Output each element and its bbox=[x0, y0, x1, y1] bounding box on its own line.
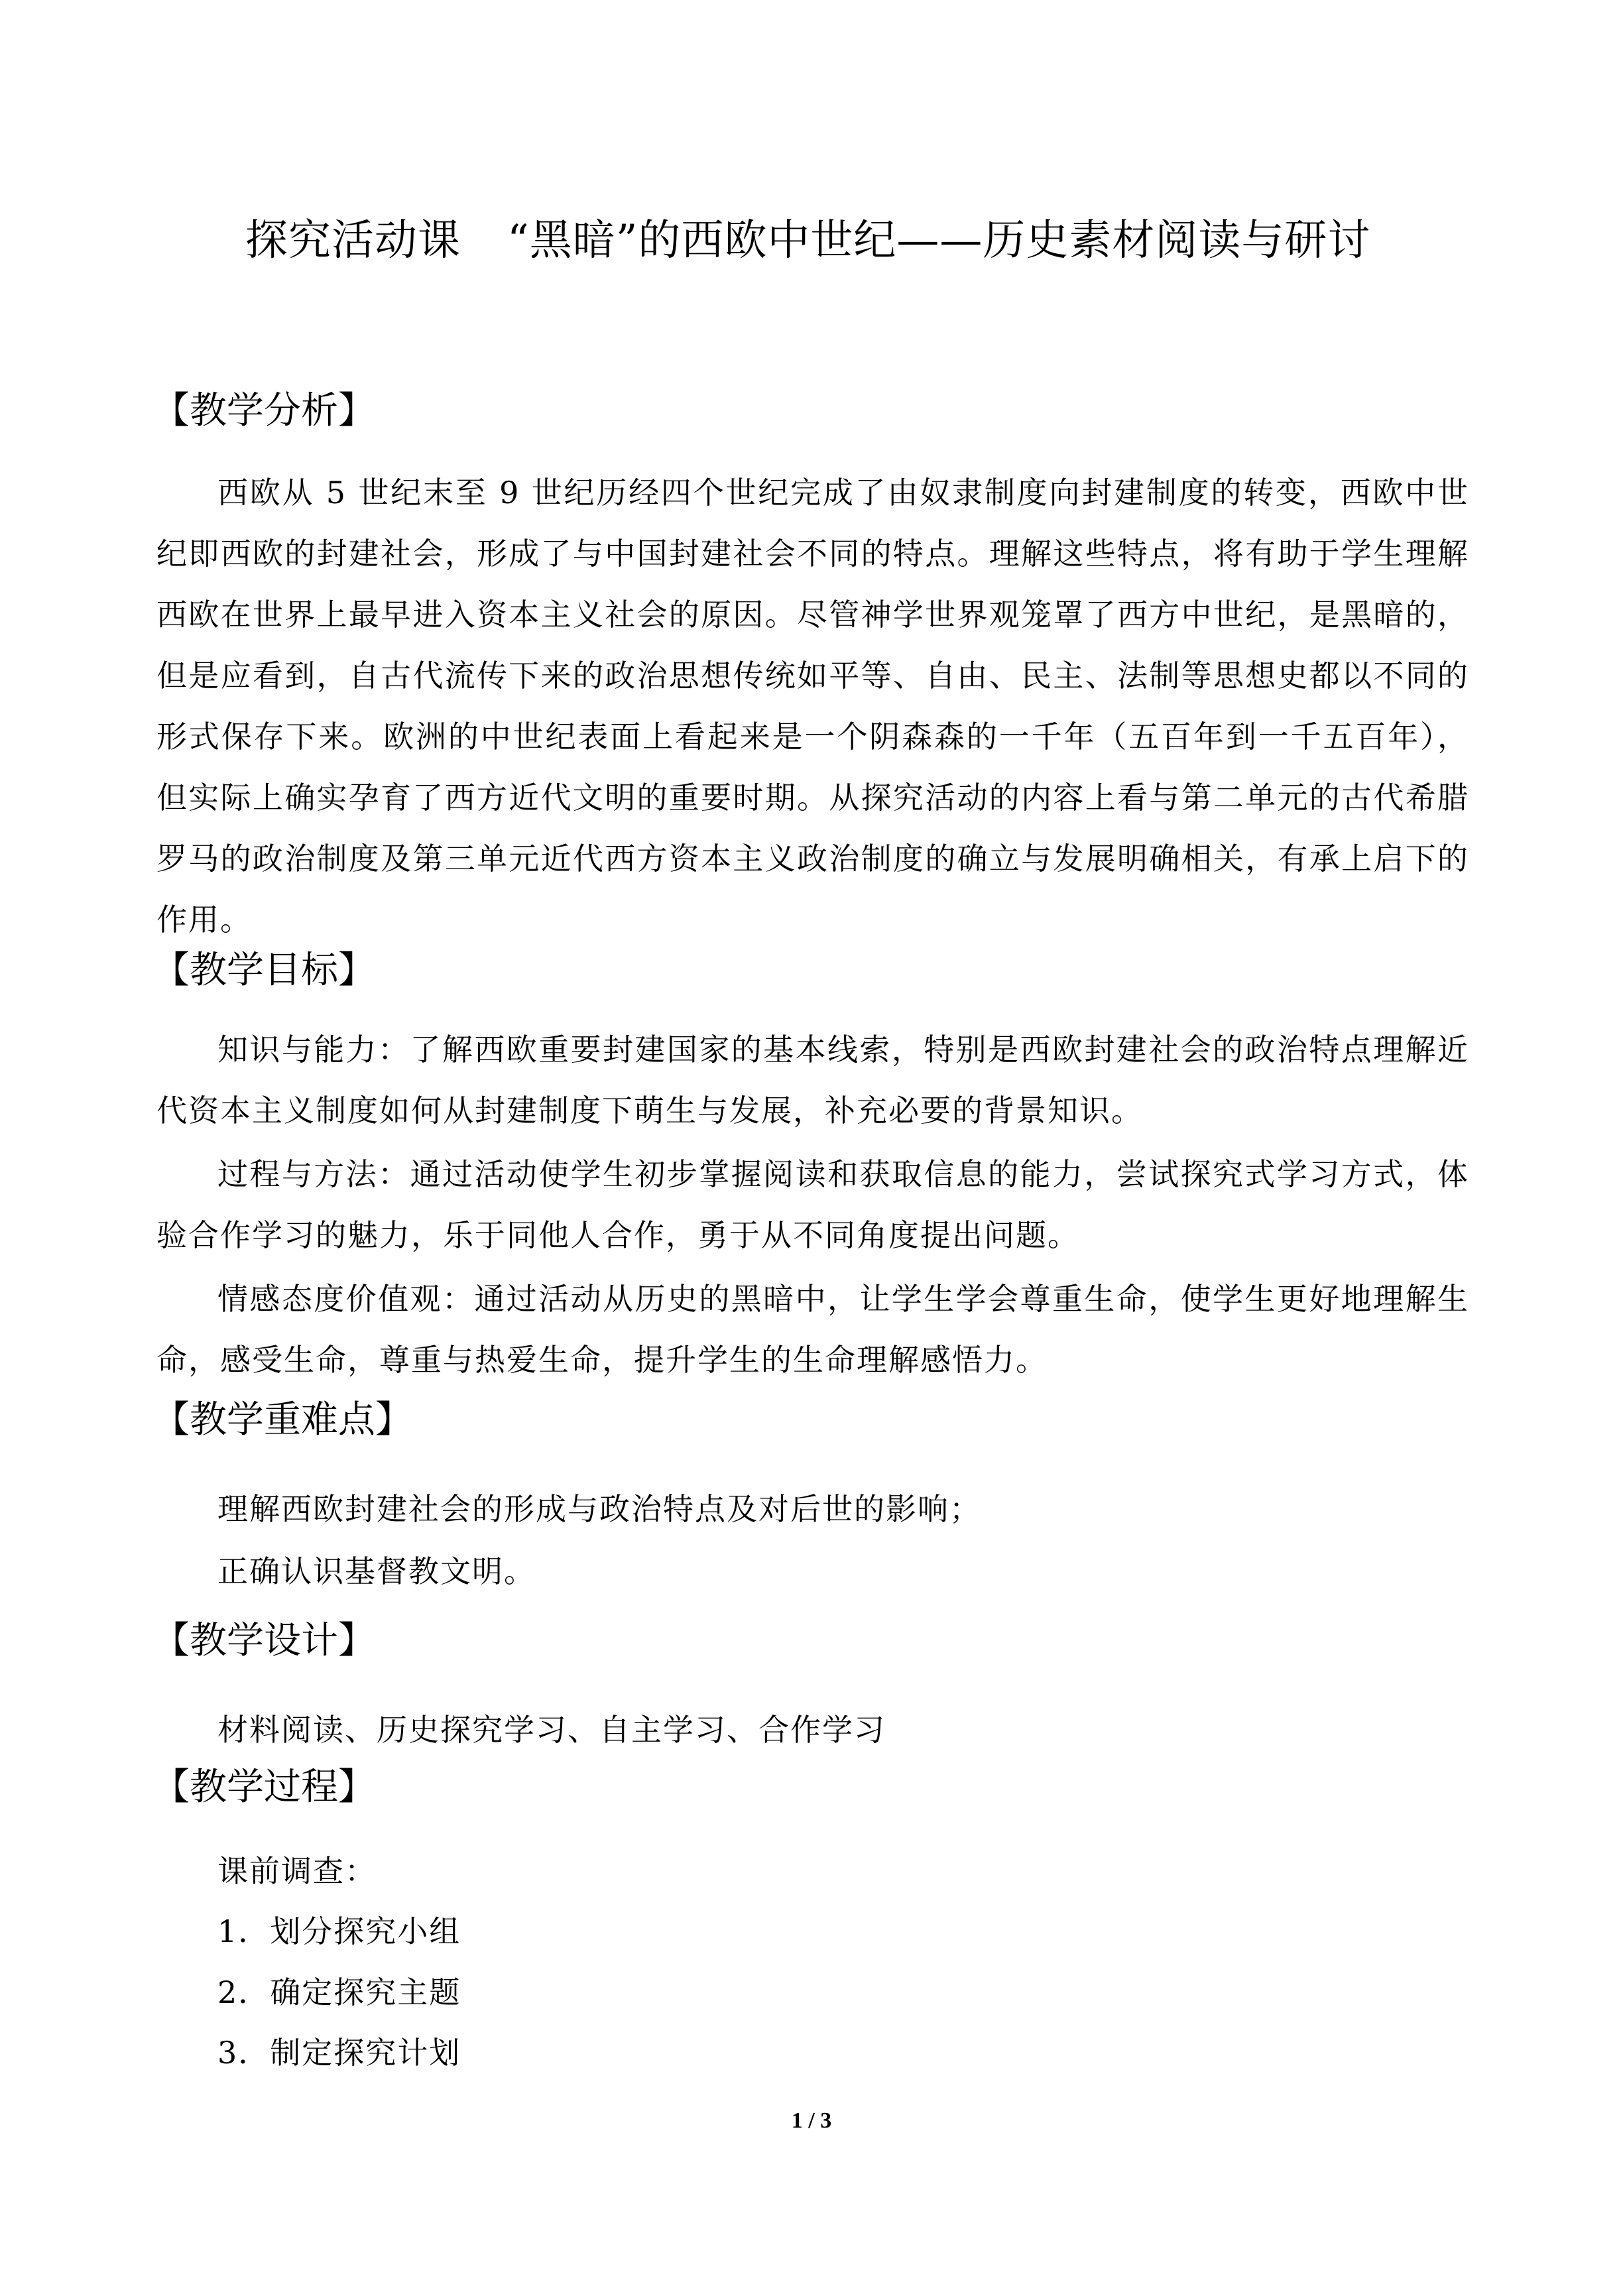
process-intro: 课前调查： bbox=[217, 1853, 377, 1889]
keypoint-line-2: 正确认识基督教文明。 bbox=[217, 1553, 536, 1589]
process-item-3: 3．制定探究计划 bbox=[217, 2035, 461, 2071]
paragraph-goals-emotion: 情感态度价值观：通过活动从历史的黑暗中，让学生学会尊重生命，使学生更好地理解生命，感受生命，尊重与热爱生命，提升学生的生命理解感悟力。 bbox=[156, 1281, 1469, 1378]
paragraph-goals-knowledge: 知识与能力：了解西欧重要封建国家的基本线索，特别是西欧封建社会的政治特点理解近代资本主义制度如何从封建制度下萌生与发展，补充必要的背景知识。 bbox=[156, 1032, 1469, 1128]
heading-design: 【教学设计】 bbox=[152, 1619, 375, 1662]
title-part-2: “黑暗”的西欧中世纪——历史素材阅读与研讨 bbox=[507, 216, 1371, 265]
heading-analysis: 【教学分析】 bbox=[152, 389, 375, 432]
keypoint-line-1: 理解西欧封建社会的形成与政治特点及对后世的影响； bbox=[217, 1491, 981, 1527]
heading-goals: 【教学目标】 bbox=[152, 949, 375, 992]
process-item-1: 1．划分探究小组 bbox=[217, 1913, 461, 1949]
process-item-2: 2．确定探究主题 bbox=[217, 1974, 461, 2010]
heading-keypoints: 【教学重难点】 bbox=[152, 1398, 412, 1441]
design-line-1: 材料阅读、历史探究学习、自主学习、合作学习 bbox=[217, 1712, 886, 1748]
document-title bbox=[245, 211, 1505, 271]
title-part-1: 探究活动课 bbox=[245, 216, 461, 265]
paragraph-analysis: 西欧从 5 世纪末至 9 世纪历经四个世纪完成了由奴隶制度向封建制度的转变，西欧中世纪即西欧的封建社会，形成了与中国封建社会不同的特点。理解这些特点，将有助于学生理解西欧在世界上最早进入资本主义社会的原因。尽管神学世界观笼罩了西方中世纪，是黑暗的，但是应看到，自古代流传下来的政治思想传统如平等、自由、民主、法制等思想史都以不同的形式保存下来。欧洲的中世纪表面上看起来是一个阴森森的一千年（五百年到一千五百年），但实际上确实孕育了西方近代文明的重要时期。从探究活动的内容上看与第二单元的古代希腊罗马的政治制度及第三单元近代西方资本主义政治制度的确立与发展明确相关，有承上启下的作用。 bbox=[156, 475, 1469, 937]
heading-process: 【教学过程】 bbox=[152, 1766, 375, 1809]
paragraph-goals-process: 过程与方法：通过活动使学生初步掌握阅读和获取信息的能力，尝试探究式学习方式，体验合作学习的魅力，乐于同他人合作，勇于从不同角度提出问题。 bbox=[156, 1156, 1469, 1253]
page-number: 1 / 3 bbox=[791, 2108, 832, 2133]
